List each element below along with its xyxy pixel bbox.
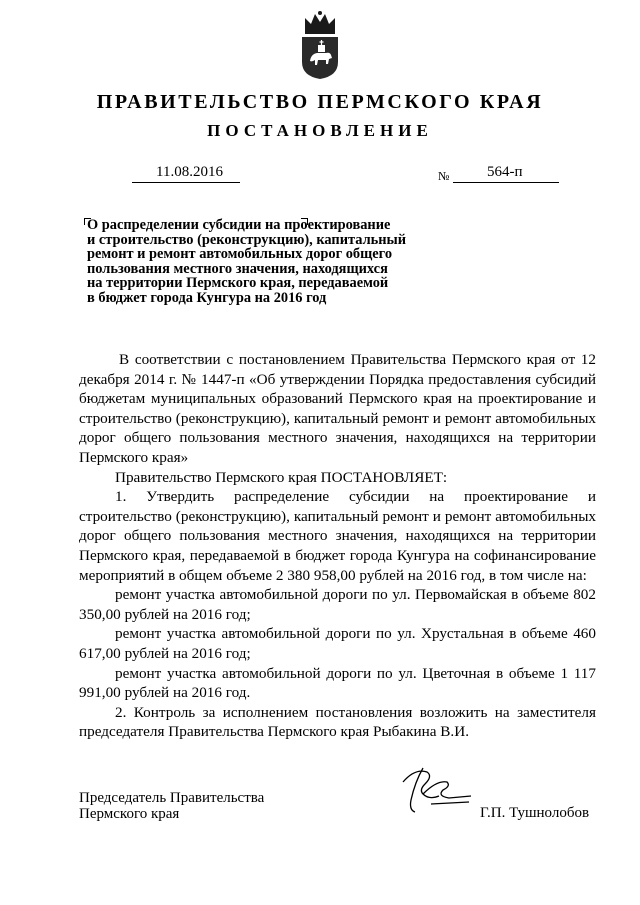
signatory-name: Г.П. Тушнолобов <box>480 805 590 821</box>
document-body <box>79 350 596 742</box>
date-underline <box>132 182 240 183</box>
subject-line: О распределении субсидии на проектирование <box>87 217 391 233</box>
document-type-heading: ПОСТАНОВЛЕНИЕ <box>207 121 433 140</box>
subitem-1-paragraph: ремонт участка автомобильной дороги по ул. Первомайская в объеме 802 350,00 рублей на 2016 год; <box>79 586 596 623</box>
item-1-paragraph: 1. Утвердить распределение субсидии на проектирование и строительство (реконструкцию), капитальный ремонт и ремонт автомобильных дорог общего пользования местного значения, находящихся на территории Пермского края, передаваемой в бюджет города Кунгура на софинансирование мероприятий в общем объеме 2 380 958,00 рублей на 2016 год, в том числе на: <box>79 488 596 584</box>
subject-line: ремонт и ремонт автомобильных дорог общего <box>87 246 393 263</box>
subject-line: на территории Пермского края, передаваемой <box>87 275 389 292</box>
issuing-authority-heading: ПРАВИТЕЛЬСТВО ПЕРМСКОГО КРАЯ <box>96 91 544 113</box>
handwritten-signature-icon <box>393 760 473 820</box>
document-number: 564-п <box>487 164 523 180</box>
signatory-title <box>79 790 264 822</box>
number-underline <box>453 182 559 183</box>
perm-krai-coat-of-arms-icon <box>299 10 341 80</box>
document-subject <box>87 218 427 306</box>
document-date: 11.08.2016 <box>156 164 223 180</box>
subject-line: и строительство (реконструкцию), капитальный <box>87 231 407 248</box>
subitem-2-paragraph: ремонт участка автомобильной дороги по ул. Хрустальная в объеме 460 617,00 рублей на 2016 год; <box>79 625 596 662</box>
subitem-3-paragraph: ремонт участка автомобильной дороги по ул. Цветочная в объеме 1 117 991,00 рублей на 2016 год. <box>79 664 596 702</box>
number-sign: № <box>438 169 450 183</box>
resolves-paragraph: Правительство Пермского края ПОСТАНОВЛЯЕТ: <box>115 468 448 486</box>
preamble-paragraph: В соответствии с постановлением Правительства Пермского края от 12 декабря 2014 г. № 1447-п «Об утверждении Порядка предоставления субсидий бюджетам муниципальных образований Пермского края на проектирование и строительство (реконструкцию), капитальный ремонт и ремонт автомобильных дорог общего пользования местного значения, находящихся на территории Пермского края» <box>79 351 596 466</box>
subject-line: пользования местного значения, находящихся <box>87 260 388 277</box>
item-2-paragraph: 2. Контроль за исполнением постановления возложить на заместителя председателя Правительства Пермского края Рыбакина В.И. <box>79 703 596 741</box>
signatory-title-line: Пермского края <box>79 806 180 822</box>
signatory-title-line: Председатель Правительства <box>79 790 265 806</box>
subject-line: в бюджет города Кунгура на 2016 год <box>87 289 327 306</box>
